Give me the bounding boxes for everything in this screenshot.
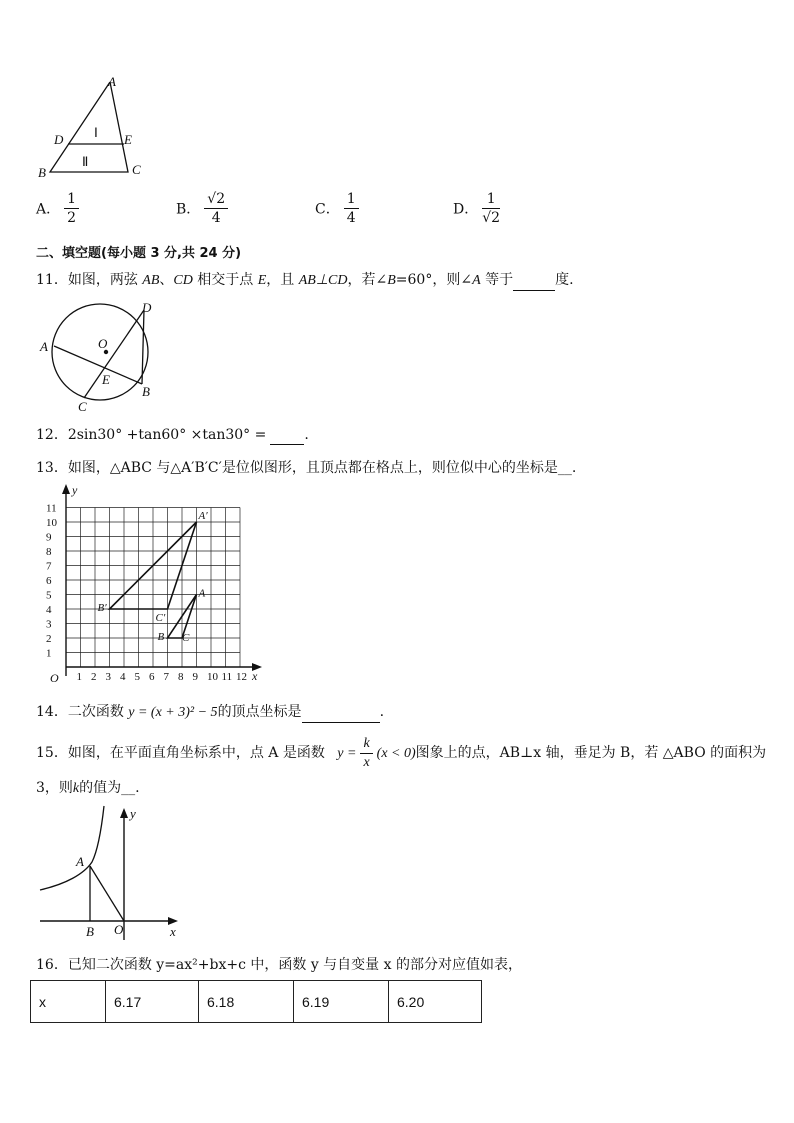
answer-blank[interactable] [270,428,304,445]
option-fraction: $\frac{√2}{4}$ [204,190,228,227]
y-tick-label: 1 [46,647,52,660]
question-14: 14．二次函数 y = (x + 3)² − 5的顶点坐标是 . [36,702,384,723]
option-letter: C． [315,201,340,218]
y-tick-label: 4 [46,604,52,616]
question-15-line2: 3，则k的值为__. [36,780,140,796]
table-cell: x [31,981,106,1023]
y-tick-label: 7 [46,560,52,573]
option-fraction: $\frac{1}{4}$ [344,190,359,227]
question-13: 13．如图，△ABC 与△A′B′C′是位似图形，且顶点都在格点上，则位似中心的坐标是__. [36,460,577,476]
table-row [31,981,482,1023]
label-d: D [142,300,152,315]
label-e: E [124,132,132,147]
question-11: 11．如图，两弦 AB、CD 相交于点 E，且 AB⊥CD，若∠B=60°，则∠A 等于 度. [36,270,574,291]
point-label: B [157,631,165,643]
label-a: A [108,74,116,89]
label-a: A [40,339,48,354]
question-15: 15．如图，在平面直角坐标系中，点 A 是函数 y = $\frac{k}{x}$ (x < 0)图象上的点，AB⊥x 轴，垂足为 B，若 △ABO 的面积为 [36,735,767,770]
y-tick-label: 6 [46,575,52,587]
label-y: y [130,806,136,821]
label-c: C [132,162,141,177]
point-label: A′ [198,510,208,522]
grid-figure [36,480,266,686]
label-b: B [38,165,46,180]
hyperbola-curve [40,806,104,890]
label-o: O [98,336,108,351]
x-tick-label: 2 [91,671,97,683]
axis-ticks [46,503,247,684]
region-two: Ⅱ [82,154,89,169]
x-tick-label: 7 [163,671,169,683]
hyperbola-figure [36,804,186,944]
y-tick-label: 2 [46,633,52,645]
point-label: B′ [97,602,107,614]
label-a: A [76,854,84,869]
triangle-figure [36,74,156,184]
y-tick-label: 11 [46,502,57,515]
y-axis-arrow [62,484,70,494]
label-b: B [142,384,150,399]
question-16: 16．已知二次函数 y=ax²+bx+c 中，函数 y 与自变量 x 的部分对应值如表， [36,957,522,973]
label-c: C [78,399,87,414]
y-axis-arrow [120,808,128,818]
section-heading: 二、填空题(每小题 3 分,共 24 分) [36,246,242,261]
x-tick-label: 9 [192,671,198,683]
x-tick-label: 8 [178,671,184,683]
answer-blank[interactable] [513,274,555,291]
label-b: B [86,924,94,939]
x-tick-label: 3 [105,671,111,683]
grid-lines [66,508,240,668]
y-axis-label: y [72,483,78,497]
label-d: D [54,132,64,147]
option-c [315,190,363,227]
x-tick-label: 4 [120,671,126,683]
y-tick-label: 9 [46,531,52,544]
point-label: C′ [155,612,166,624]
option-letter: A． [36,201,61,218]
x-tick-label: 12 [236,671,247,683]
circle-figure [36,296,166,416]
formula: y = (x + 3)² − 5 [128,705,218,720]
x-tick-label: 6 [149,671,155,683]
value-table [30,980,482,1023]
fraction-k-over-x: $\frac{k}{x}$ [360,735,372,772]
label-o: O [114,922,124,937]
point-label: C [182,632,190,644]
triangle-outline [50,82,128,172]
option-letter: B． [176,201,201,218]
x-tick-label: 1 [76,671,82,683]
y-tick-label: 3 [46,618,52,631]
x-tick-label: 5 [134,671,140,683]
x-axis-label: x [252,669,258,683]
y-tick-label: 10 [46,517,57,529]
question-12: 12．2sin30° +tan60° ×tan30° = . [36,427,309,443]
label-e: E [102,372,110,387]
x-tick-label: 10 [207,671,218,683]
label-x: x [170,924,176,939]
segment-ao [90,866,124,921]
option-fraction: $\frac{1}{2}$ [64,190,79,227]
table-cell: 6.19 [294,981,389,1023]
origin-label: O [50,671,59,685]
y-tick-label: 5 [46,589,52,602]
answer-blank[interactable] [302,706,380,723]
y-tick-label: 8 [46,546,52,558]
option-fraction: $\frac{1}{√2}$ [482,191,501,226]
x-tick-label: 11 [221,671,233,683]
region-one: Ⅰ [94,125,98,140]
option-a [36,190,83,227]
option-d [453,190,504,227]
point-label: A [198,587,206,600]
table-cell: 6.17 [106,981,199,1023]
option-b [176,190,232,227]
table-cell: 6.18 [199,981,294,1023]
option-letter: D． [453,201,479,218]
table-cell: 6.20 [389,981,482,1023]
